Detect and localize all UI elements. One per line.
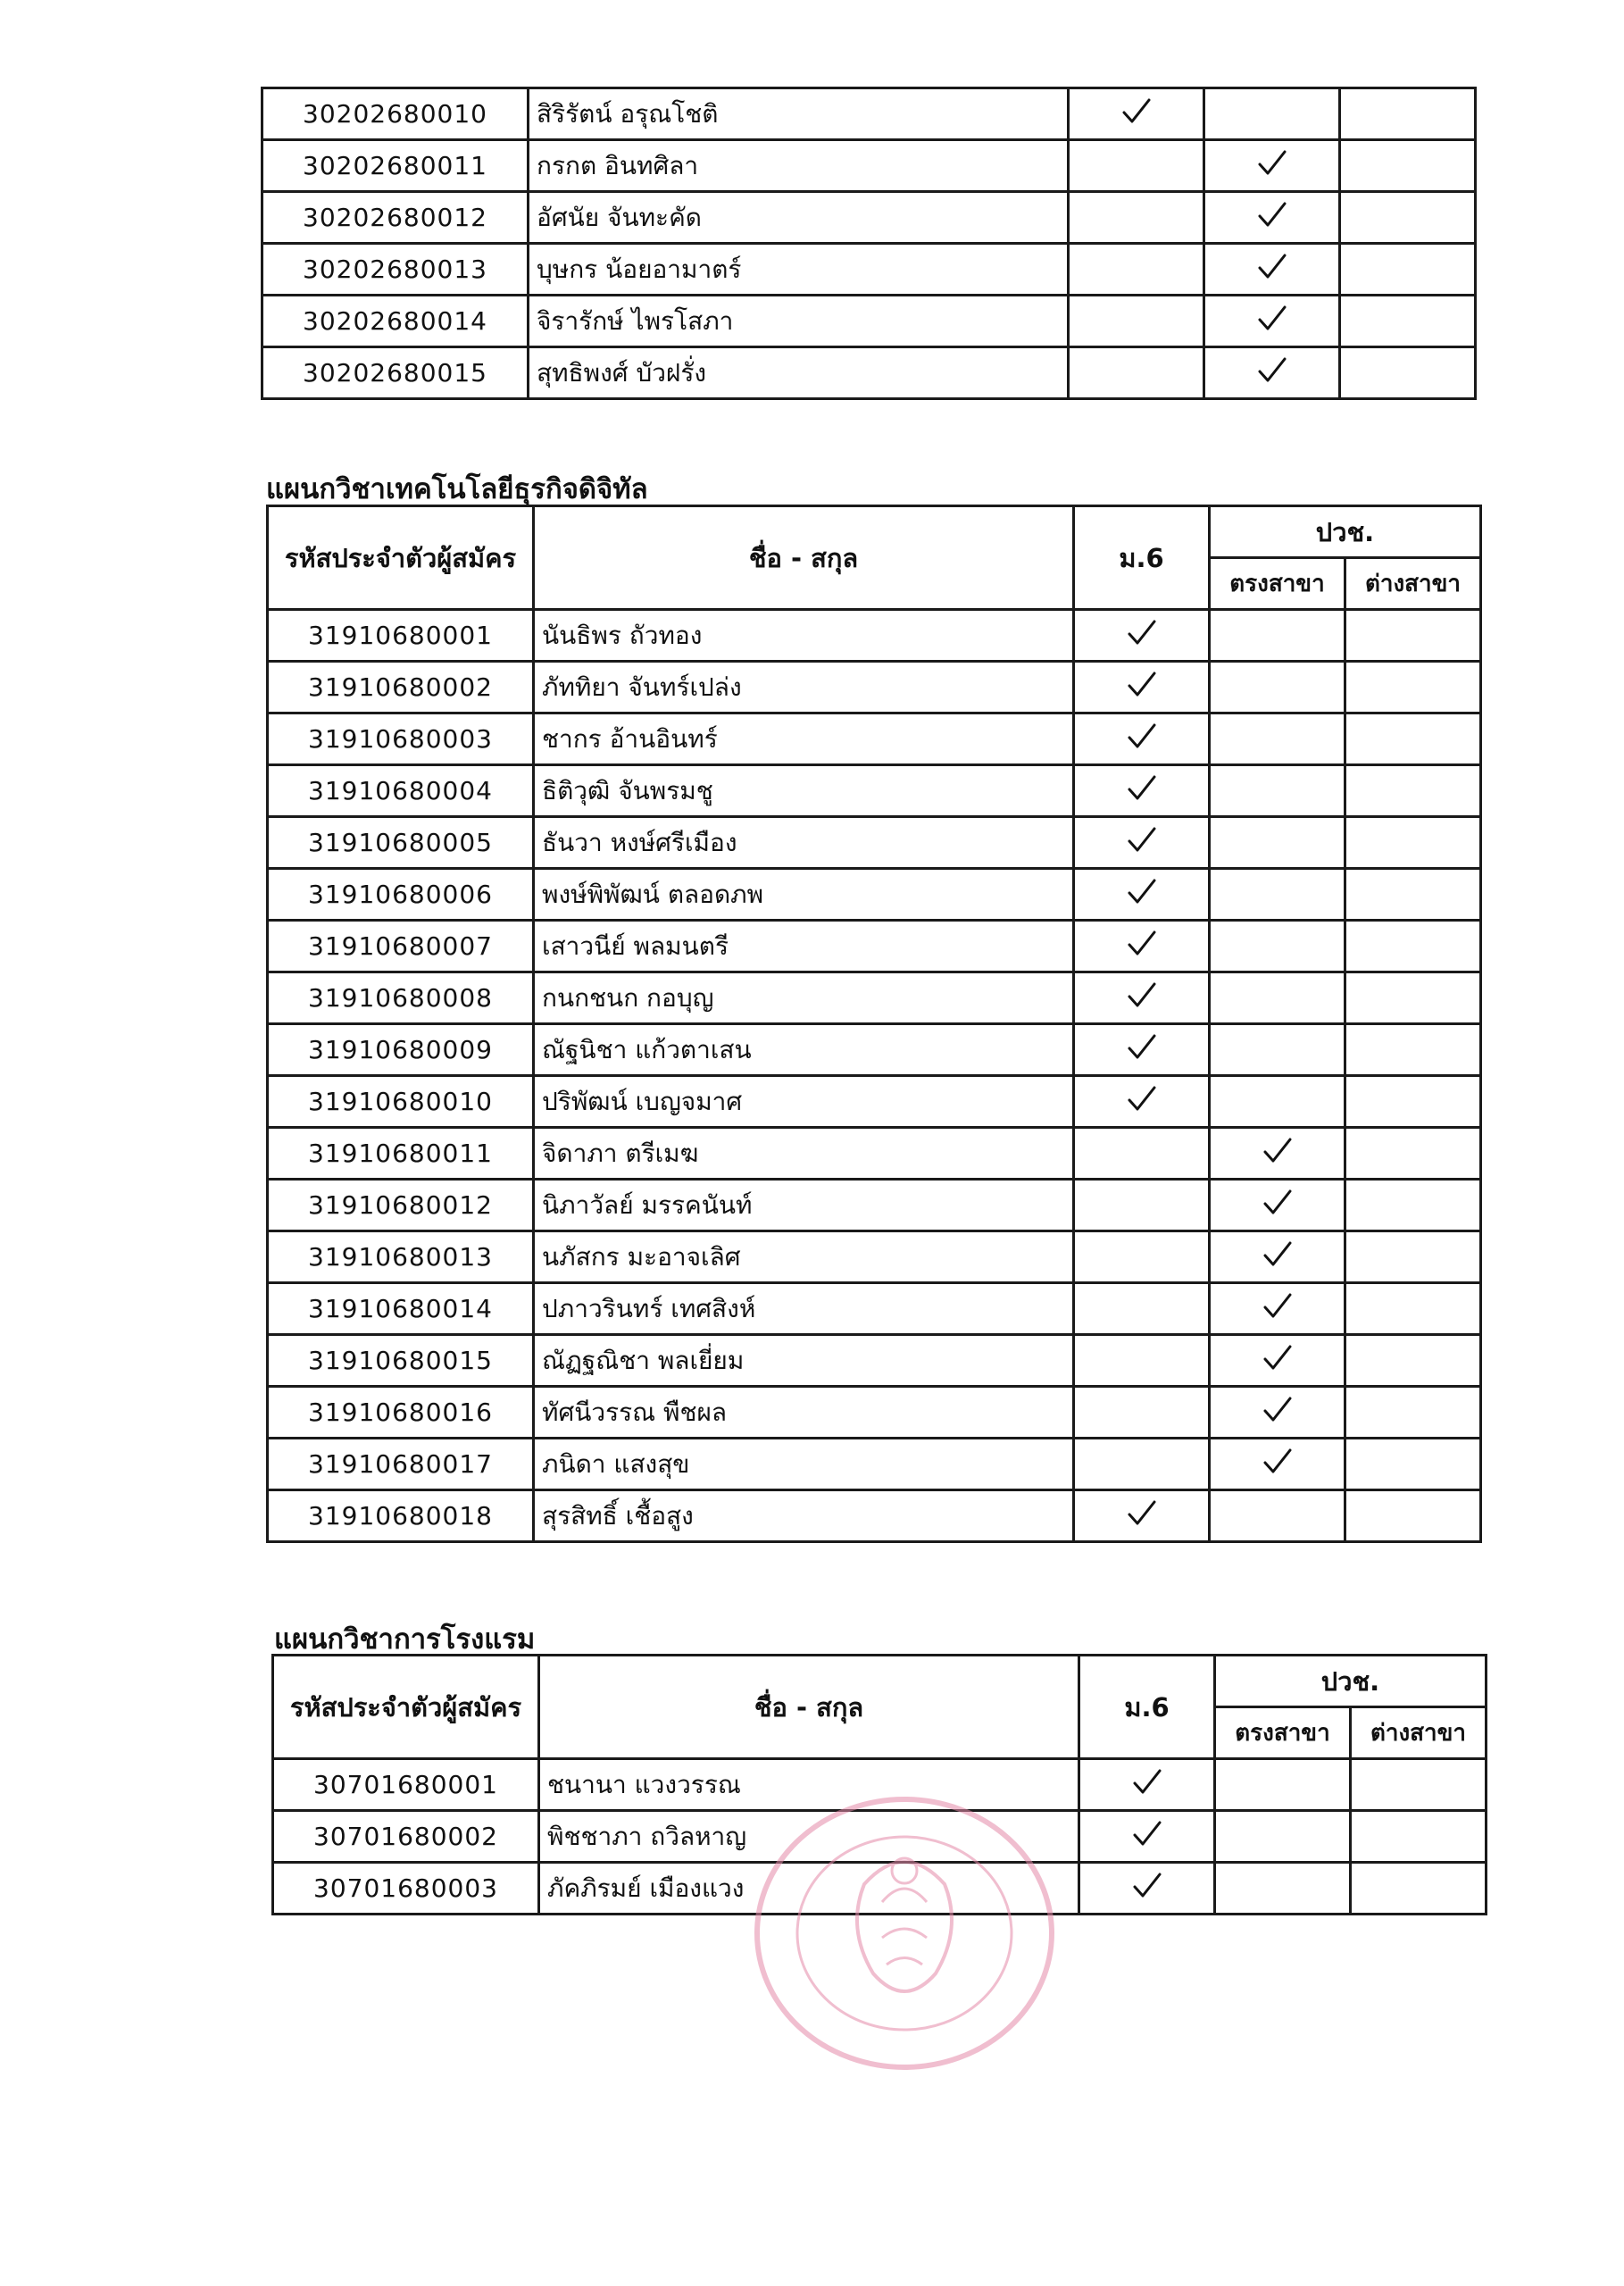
checkmark-icon — [1262, 1137, 1293, 1164]
mark-cell-other — [1345, 1024, 1481, 1076]
header-name: ชื่อ - สกุล — [539, 1656, 1079, 1759]
official-seal-stamp — [748, 1786, 1061, 2084]
section-title-hotel: แผนกวิชาการโรงแรม — [274, 1623, 536, 1656]
mark-cell-same — [1210, 1076, 1345, 1128]
table-body — [268, 610, 1481, 1542]
mark-cell-other — [1340, 347, 1476, 399]
table-row — [262, 347, 1476, 399]
applicant-id-cell: 31910680014 — [268, 1283, 534, 1335]
table-row — [268, 1024, 1481, 1076]
checkmark-icon — [1262, 1396, 1293, 1422]
table-continued — [261, 87, 1477, 400]
header-other-field: ต่างสาขา — [1345, 558, 1481, 610]
mark-cell-m6 — [1074, 1180, 1210, 1231]
applicant-id-cell: 31910680006 — [268, 869, 534, 921]
applicant-id-cell: 31910680004 — [268, 765, 534, 817]
applicant-id-cell: 30701680003 — [273, 1863, 539, 1915]
mark-cell-other — [1340, 192, 1476, 244]
checkmark-icon — [1127, 722, 1157, 749]
checkmark-icon — [1127, 619, 1157, 646]
mark-cell-m6 — [1074, 921, 1210, 972]
mark-cell-m6 — [1074, 1076, 1210, 1128]
applicant-name-cell: จิดาภา ตรีเมฆ — [534, 1128, 1074, 1180]
table-row — [268, 817, 1481, 869]
applicant-name-cell: กนกชนก กอบุญ — [534, 972, 1074, 1024]
applicant-id-cell: 30202680010 — [262, 88, 529, 140]
mark-cell-other — [1345, 972, 1481, 1024]
mark-cell-other — [1345, 1387, 1481, 1439]
table-row — [268, 1283, 1481, 1335]
applicant-name-cell: ปริพัฒน์ เบญจมาศ — [534, 1076, 1074, 1128]
applicant-name-cell: ณัฏฐณิชา พลเยี่ยม — [534, 1335, 1074, 1387]
header-pvc: ปวช. — [1215, 1656, 1487, 1707]
applicant-id-cell: 31910680010 — [268, 1076, 534, 1128]
mark-cell-other — [1340, 140, 1476, 192]
mark-cell-same — [1204, 296, 1340, 347]
header-other-field: ต่างสาขา — [1351, 1707, 1487, 1759]
applicant-id-cell: 31910680008 — [268, 972, 534, 1024]
applicant-id-cell: 30701680001 — [273, 1759, 539, 1811]
table-row — [268, 1076, 1481, 1128]
applicant-name-cell: สุทธิพงศ์ บัวฝรั่ง — [529, 347, 1069, 399]
mark-cell-other — [1345, 1439, 1481, 1490]
mark-cell-other — [1345, 662, 1481, 713]
mark-cell-same — [1210, 1490, 1345, 1542]
table-body — [262, 88, 1476, 399]
section-title-digital-business: แผนกวิชาเทคโนโลยีธุรกิจดิจิทัล — [266, 473, 648, 505]
mark-cell-m6 — [1074, 713, 1210, 765]
mark-cell-m6 — [1074, 1387, 1210, 1439]
checkmark-icon — [1132, 1820, 1162, 1847]
mark-cell-same — [1210, 1335, 1345, 1387]
mark-cell-same — [1204, 140, 1340, 192]
mark-cell-same — [1210, 1128, 1345, 1180]
header-same-field: ตรงสาขา — [1215, 1707, 1351, 1759]
applicant-name-cell: นันธิพร ถัวทอง — [534, 610, 1074, 662]
checkmark-icon — [1121, 97, 1152, 124]
table-row — [268, 1387, 1481, 1439]
mark-cell-same — [1215, 1811, 1351, 1863]
applicant-id-cell: 31910680018 — [268, 1490, 534, 1542]
mark-cell-same — [1210, 972, 1345, 1024]
applicant-id-cell: 31910680013 — [268, 1231, 534, 1283]
mark-cell-m6 — [1074, 1024, 1210, 1076]
applicant-name-cell: สิริรัตน์ อรุณโชติ — [529, 88, 1069, 140]
checkmark-icon — [1127, 981, 1157, 1008]
mark-cell-same — [1210, 662, 1345, 713]
applicant-id-cell: 30202680014 — [262, 296, 529, 347]
mark-cell-other — [1345, 1231, 1481, 1283]
applicant-name-cell: ชากร อ้านอินทร์ — [534, 713, 1074, 765]
table-row — [268, 1335, 1481, 1387]
applicant-table-continued — [261, 87, 1477, 400]
mark-cell-same — [1215, 1863, 1351, 1915]
checkmark-icon — [1127, 930, 1157, 956]
mark-cell-same — [1210, 1231, 1345, 1283]
checkmark-icon — [1127, 1499, 1157, 1526]
applicant-id-cell: 31910680012 — [268, 1180, 534, 1231]
table-row — [262, 244, 1476, 296]
mark-cell-same — [1210, 1024, 1345, 1076]
checkmark-icon — [1127, 878, 1157, 905]
table-row — [262, 88, 1476, 140]
applicant-name-cell: จิรารักษ์ ไพรโสภา — [529, 296, 1069, 347]
mark-cell-same — [1204, 244, 1340, 296]
applicant-name-cell: กรกต อินทศิลา — [529, 140, 1069, 192]
mark-cell-m6 — [1069, 192, 1204, 244]
seal-icon — [748, 1786, 1061, 2081]
applicant-id-cell: 31910680007 — [268, 921, 534, 972]
mark-cell-m6 — [1074, 662, 1210, 713]
mark-cell-m6 — [1074, 1490, 1210, 1542]
mark-cell-other — [1345, 1180, 1481, 1231]
mark-cell-m6 — [1069, 88, 1204, 140]
table-row — [268, 1180, 1481, 1231]
table-row — [268, 662, 1481, 713]
mark-cell-other — [1345, 869, 1481, 921]
applicant-name-cell: ชนานา แวงวรรณ — [539, 1759, 1079, 1811]
table-digital-business — [266, 505, 1482, 1543]
mark-cell-m6 — [1069, 140, 1204, 192]
mark-cell-m6 — [1069, 347, 1204, 399]
mark-cell-m6 — [1074, 765, 1210, 817]
table-row — [268, 1490, 1481, 1542]
mark-cell-m6 — [1074, 972, 1210, 1024]
table-row — [268, 921, 1481, 972]
checkmark-icon — [1257, 201, 1287, 228]
applicant-id-cell: 31910680015 — [268, 1335, 534, 1387]
applicant-id-cell: 31910680009 — [268, 1024, 534, 1076]
applicant-id-cell: 31910680005 — [268, 817, 534, 869]
applicant-id-cell: 30202680015 — [262, 347, 529, 399]
applicant-name-cell: นิภาวัลย์ มรรคนันท์ — [534, 1180, 1074, 1231]
checkmark-icon — [1132, 1872, 1162, 1898]
mark-cell-other — [1345, 713, 1481, 765]
applicant-id-cell: 30202680012 — [262, 192, 529, 244]
mark-cell-same — [1204, 88, 1340, 140]
header-applicant-id: รหัสประจำตัวผู้สมัคร — [273, 1656, 539, 1759]
checkmark-icon — [1257, 149, 1287, 176]
mark-cell-other — [1345, 921, 1481, 972]
mark-cell-other — [1345, 1128, 1481, 1180]
checkmark-icon — [1262, 1240, 1293, 1267]
table-row — [268, 1128, 1481, 1180]
checkmark-icon — [1257, 253, 1287, 279]
mark-cell-m6 — [1074, 1335, 1210, 1387]
applicant-name-cell: เสาวนีย์ พลมนตรี — [534, 921, 1074, 972]
mark-cell-same — [1210, 713, 1345, 765]
applicant-id-cell: 31910680011 — [268, 1128, 534, 1180]
table-row — [268, 1231, 1481, 1283]
mark-cell-m6 — [1074, 610, 1210, 662]
applicant-name-cell: นภัสกร มะอาจเลิศ — [534, 1231, 1074, 1283]
header-m6: ม.6 — [1074, 506, 1210, 610]
checkmark-icon — [1127, 671, 1157, 697]
applicant-name-cell: ธันวา หงษ์ศรีเมือง — [534, 817, 1074, 869]
applicant-name-cell: ณัฐนิชา แก้วตาเสน — [534, 1024, 1074, 1076]
checkmark-icon — [1127, 774, 1157, 801]
table-row — [268, 972, 1481, 1024]
applicant-name-cell: อัศนัย จันทะคัด — [529, 192, 1069, 244]
mark-cell-same — [1215, 1759, 1351, 1811]
mark-cell-other — [1340, 244, 1476, 296]
checkmark-icon — [1127, 826, 1157, 853]
mark-cell-m6 — [1074, 1439, 1210, 1490]
mark-cell-same — [1210, 1180, 1345, 1231]
header-same-field: ตรงสาขา — [1210, 558, 1345, 610]
mark-cell-other — [1351, 1811, 1487, 1863]
checkmark-icon — [1257, 356, 1287, 383]
mark-cell-other — [1345, 817, 1481, 869]
applicant-name-cell: ภนิดา แสงสุข — [534, 1439, 1074, 1490]
mark-cell-same — [1210, 610, 1345, 662]
checkmark-icon — [1132, 1768, 1162, 1795]
mark-cell-m6 — [1074, 1283, 1210, 1335]
mark-cell-other — [1345, 765, 1481, 817]
mark-cell-same — [1210, 1283, 1345, 1335]
mark-cell-other — [1345, 1335, 1481, 1387]
mark-cell-m6 — [1079, 1863, 1215, 1915]
applicant-name-cell: สุรสิทธิ์ เชื้อสูง — [534, 1490, 1074, 1542]
mark-cell-same — [1210, 817, 1345, 869]
applicant-name-cell: ธิติวุฒิ จันพรมชู — [534, 765, 1074, 817]
table-row — [268, 610, 1481, 662]
table-row — [268, 869, 1481, 921]
applicant-name-cell: ปภาวรินทร์ เทศสิงห์ — [534, 1283, 1074, 1335]
applicant-name-cell: ทัศนีวรรณ พืชผล — [534, 1387, 1074, 1439]
mark-cell-m6 — [1079, 1759, 1215, 1811]
header-applicant-id: รหัสประจำตัวผู้สมัคร — [268, 506, 534, 610]
applicant-id-cell: 31910680003 — [268, 713, 534, 765]
checkmark-icon — [1262, 1344, 1293, 1371]
mark-cell-same — [1210, 869, 1345, 921]
table-row — [268, 765, 1481, 817]
applicant-name-cell: พิชชาภา ถวิลหาญ — [539, 1811, 1079, 1863]
applicant-id-cell: 31910680002 — [268, 662, 534, 713]
mark-cell-other — [1345, 1076, 1481, 1128]
mark-cell-m6 — [1074, 1128, 1210, 1180]
mark-cell-same — [1204, 192, 1340, 244]
checkmark-icon — [1257, 305, 1287, 331]
mark-cell-same — [1210, 1387, 1345, 1439]
applicant-name-cell: ภัททิยา จันทร์เปล่ง — [534, 662, 1074, 713]
table-row — [268, 713, 1481, 765]
header-pvc: ปวช. — [1210, 506, 1481, 558]
applicant-id-cell: 31910680017 — [268, 1439, 534, 1490]
mark-cell-other — [1345, 1490, 1481, 1542]
mark-cell-m6 — [1069, 296, 1204, 347]
mark-cell-same — [1210, 1439, 1345, 1490]
applicant-name-cell: พงษ์พิพัฒน์ ตลอดภพ — [534, 869, 1074, 921]
table-row — [262, 140, 1476, 192]
table-row — [262, 296, 1476, 347]
checkmark-icon — [1262, 1292, 1293, 1319]
applicant-name-cell: บุษกร น้อยอามาตร์ — [529, 244, 1069, 296]
applicant-name-cell: ภัคภิรมย์ เมืองแวง — [539, 1863, 1079, 1915]
checkmark-icon — [1262, 1448, 1293, 1474]
mark-cell-same — [1204, 347, 1340, 399]
applicant-id-cell: 30202680013 — [262, 244, 529, 296]
checkmark-icon — [1127, 1085, 1157, 1112]
mark-cell-m6 — [1074, 869, 1210, 921]
applicant-table-digital-business — [266, 505, 1482, 1543]
mark-cell-m6 — [1074, 817, 1210, 869]
applicant-id-cell: 30202680011 — [262, 140, 529, 192]
header-name: ชื่อ - สกุล — [534, 506, 1074, 610]
mark-cell-m6 — [1069, 244, 1204, 296]
checkmark-icon — [1262, 1189, 1293, 1215]
mark-cell-other — [1351, 1863, 1487, 1915]
mark-cell-m6 — [1074, 1231, 1210, 1283]
mark-cell-m6 — [1079, 1811, 1215, 1863]
applicant-id-cell: 31910680016 — [268, 1387, 534, 1439]
table-row — [262, 192, 1476, 244]
mark-cell-other — [1340, 88, 1476, 140]
mark-cell-other — [1340, 296, 1476, 347]
applicant-id-cell: 31910680001 — [268, 610, 534, 662]
header-m6: ม.6 — [1079, 1656, 1215, 1759]
applicant-id-cell: 30701680002 — [273, 1811, 539, 1863]
mark-cell-other — [1345, 610, 1481, 662]
mark-cell-same — [1210, 765, 1345, 817]
mark-cell-same — [1210, 921, 1345, 972]
table-row — [268, 1439, 1481, 1490]
mark-cell-other — [1345, 1283, 1481, 1335]
mark-cell-other — [1351, 1759, 1487, 1811]
checkmark-icon — [1127, 1033, 1157, 1060]
